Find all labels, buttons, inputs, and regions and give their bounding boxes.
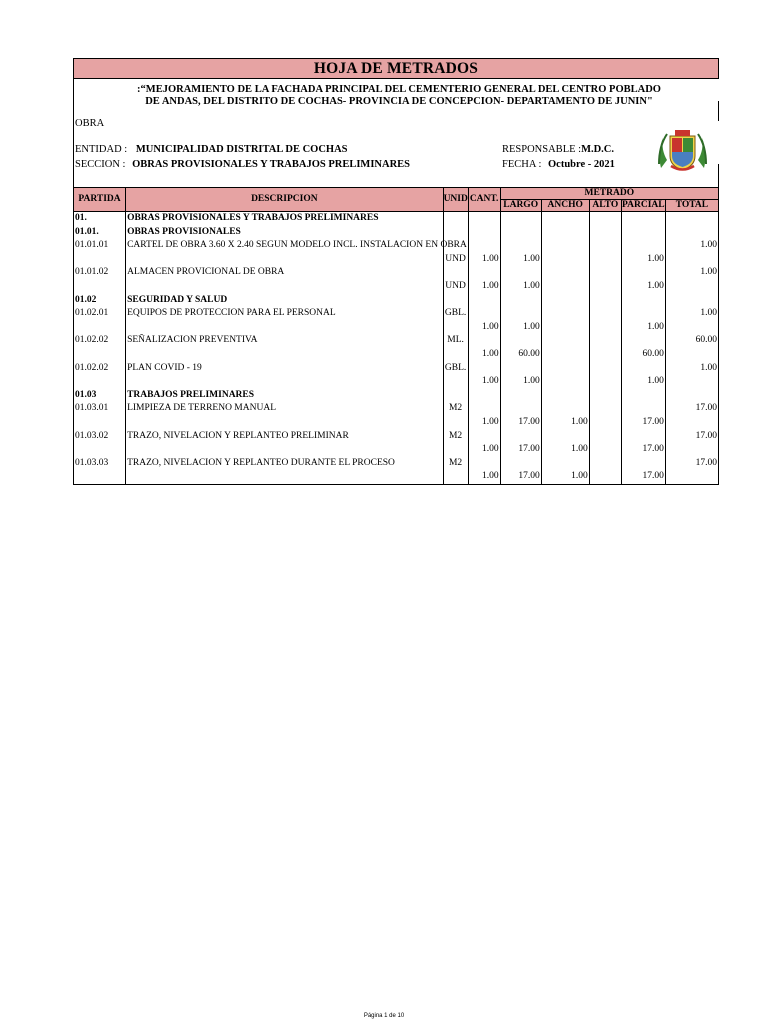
cell-total: 1.00 xyxy=(665,307,718,321)
cell-alto xyxy=(589,226,621,240)
cell-largo xyxy=(500,430,541,444)
table-body xyxy=(74,212,719,485)
cell-ancho xyxy=(541,389,589,403)
cell-total xyxy=(665,443,718,457)
table-row xyxy=(74,402,719,416)
seccion-line xyxy=(75,159,410,170)
cell-largo xyxy=(500,239,541,253)
col-header-ancho: ANCHO xyxy=(541,200,589,212)
col-header-cant: CANT. xyxy=(468,188,500,212)
cell-largo: 17.00 xyxy=(500,443,541,457)
cell-partida xyxy=(74,375,126,389)
cell-cant xyxy=(468,307,500,321)
cell-desc: CARTEL DE OBRA 3.60 X 2.40 SEGUN MODELO INCL. INSTALACION EN OBRA xyxy=(126,239,443,253)
cell-parcial: 1.00 xyxy=(621,375,665,389)
cell-alto xyxy=(589,430,621,444)
cell-alto xyxy=(589,416,621,430)
table-row xyxy=(74,294,719,308)
cell-cant: 1.00 xyxy=(468,375,500,389)
table-row xyxy=(74,430,719,444)
cell-partida: 01.01.02 xyxy=(74,266,126,280)
table-row xyxy=(74,280,719,294)
cell-parcial: 1.00 xyxy=(621,321,665,335)
cell-und: UND xyxy=(443,253,468,267)
cell-desc: TRAZO, NIVELACION Y REPLANTEO PRELIMINAR xyxy=(126,430,443,444)
col-header-partida: PARTIDA xyxy=(74,188,126,212)
cell-parcial: 1.00 xyxy=(621,253,665,267)
seccion-label: SECCION : xyxy=(75,159,126,170)
cell-largo xyxy=(500,212,541,226)
cell-total xyxy=(665,348,718,362)
cell-largo xyxy=(500,457,541,471)
header-right-border-lower xyxy=(718,164,719,187)
cell-parcial: 17.00 xyxy=(621,443,665,457)
cell-desc: PLAN COVID - 19 xyxy=(126,362,443,376)
cell-total xyxy=(665,416,718,430)
cell-cant xyxy=(468,266,500,280)
cell-total: 1.00 xyxy=(665,266,718,280)
cell-ancho: 1.00 xyxy=(541,443,589,457)
cell-partida: 01.03.03 xyxy=(74,457,126,471)
cell-ancho xyxy=(541,362,589,376)
cell-und: UND xyxy=(443,280,468,294)
cell-total: 17.00 xyxy=(665,430,718,444)
cell-total: 17.00 xyxy=(665,402,718,416)
cell-cant xyxy=(468,362,500,376)
cell-largo xyxy=(500,294,541,308)
cell-und xyxy=(443,416,468,430)
fecha-label: FECHA : xyxy=(502,159,542,170)
cell-total: 1.00 xyxy=(665,239,718,253)
cell-total xyxy=(665,253,718,267)
cell-cant xyxy=(468,212,500,226)
cell-total: 17.00 xyxy=(665,457,718,471)
cell-ancho xyxy=(541,348,589,362)
cell-partida: 01. xyxy=(74,212,126,226)
cell-cant xyxy=(468,402,500,416)
cell-ancho xyxy=(541,239,589,253)
cell-partida: 01.01. xyxy=(74,226,126,240)
cell-alto xyxy=(589,280,621,294)
cell-desc: ALMACEN PROVICIONAL DE OBRA xyxy=(126,266,443,280)
cell-cant: 1.00 xyxy=(468,416,500,430)
cell-ancho xyxy=(541,430,589,444)
cell-und: M2 xyxy=(443,402,468,416)
cell-ancho xyxy=(541,321,589,335)
sheet-title: HOJA DE METRADOS xyxy=(73,58,719,79)
col-header-total: TOTAL xyxy=(665,200,718,212)
table-row xyxy=(74,307,719,321)
cell-cant xyxy=(468,294,500,308)
col-header-largo: LARGO xyxy=(500,200,541,212)
cell-cant xyxy=(468,457,500,471)
cell-parcial xyxy=(621,294,665,308)
page-footer: Página 1 de 10 xyxy=(363,1013,405,1019)
cell-ancho xyxy=(541,294,589,308)
responsable-line xyxy=(502,144,614,155)
cell-largo: 17.00 xyxy=(500,470,541,484)
cell-alto xyxy=(589,307,621,321)
cell-ancho xyxy=(541,212,589,226)
cell-total xyxy=(665,321,718,335)
cell-cant xyxy=(468,226,500,240)
cell-und xyxy=(443,321,468,335)
entidad-label: ENTIDAD : xyxy=(75,144,128,155)
cell-partida: 01.01.01 xyxy=(74,239,126,253)
cell-cant xyxy=(468,239,500,253)
cell-partida: 01.02 xyxy=(74,294,126,308)
cell-ancho xyxy=(541,266,589,280)
cell-total xyxy=(665,212,718,226)
cell-und xyxy=(443,266,468,280)
municipal-crest-icon xyxy=(655,124,710,174)
cell-alto xyxy=(589,389,621,403)
cell-partida xyxy=(74,443,126,457)
cell-und xyxy=(443,226,468,240)
table-row xyxy=(74,375,719,389)
cell-alto xyxy=(589,443,621,457)
cell-desc xyxy=(126,280,443,294)
cell-ancho xyxy=(541,226,589,240)
cell-alto xyxy=(589,457,621,471)
cell-partida xyxy=(74,348,126,362)
cell-total xyxy=(665,226,718,240)
cell-ancho xyxy=(541,402,589,416)
cell-desc xyxy=(126,375,443,389)
seccion-value: OBRAS PROVISIONALES Y TRABAJOS PRELIMINARES xyxy=(132,159,411,170)
obra-text: :“MEJORAMIENTO DE LA FACHADA PRINCIPAL DEL CEMENTERIO GENERAL DEL CENTRO POBLADO DE ANDAS, DEL DISTRITO DE COCHAS- PROVINCIA DE CONCEPCION- DEPARTAMENTO DE JUNIN" xyxy=(137,84,661,107)
cell-ancho xyxy=(541,457,589,471)
responsable-label: RESPONSABLE : xyxy=(502,144,582,155)
cell-desc xyxy=(126,470,443,484)
fecha-line xyxy=(502,159,615,170)
cell-cant: 1.00 xyxy=(468,348,500,362)
responsable-value: M.D.C. xyxy=(581,144,615,155)
table-row xyxy=(74,212,719,226)
obra-label: OBRA xyxy=(75,118,105,129)
cell-partida: 01.03.02 xyxy=(74,430,126,444)
cell-parcial: 1.00 xyxy=(621,280,665,294)
cell-largo: 60.00 xyxy=(500,348,541,362)
cell-cant: 1.00 xyxy=(468,443,500,457)
cell-desc: OBRAS PROVISIONALES xyxy=(126,226,443,240)
cell-partida xyxy=(74,321,126,335)
cell-total xyxy=(665,470,718,484)
cell-und: M2 xyxy=(443,430,468,444)
cell-parcial: 17.00 xyxy=(621,416,665,430)
cell-und: M2 xyxy=(443,457,468,471)
cell-desc: SEÑALIZACION PREVENTIVA xyxy=(126,334,443,348)
cell-cant: 1.00 xyxy=(468,470,500,484)
col-header-metrado: METRADO xyxy=(500,188,718,200)
cell-partida xyxy=(74,416,126,430)
cell-largo: 1.00 xyxy=(500,321,541,335)
cell-cant xyxy=(468,389,500,403)
cell-partida xyxy=(74,253,126,267)
cell-desc: LIMPIEZA DE TERRENO MANUAL xyxy=(126,402,443,416)
cell-parcial xyxy=(621,334,665,348)
metrado-sheet xyxy=(73,58,719,485)
cell-parcial xyxy=(621,307,665,321)
cell-alto xyxy=(589,375,621,389)
cell-parcial xyxy=(621,457,665,471)
cell-largo xyxy=(500,402,541,416)
cell-und xyxy=(443,389,468,403)
table-row xyxy=(74,266,719,280)
cell-desc xyxy=(126,253,443,267)
cell-partida: 01.02.01 xyxy=(74,307,126,321)
cell-ancho xyxy=(541,334,589,348)
cell-cant xyxy=(468,430,500,444)
cell-total xyxy=(665,389,718,403)
table-row xyxy=(74,348,719,362)
cell-total xyxy=(665,294,718,308)
cell-cant: 1.00 xyxy=(468,321,500,335)
cell-partida xyxy=(74,280,126,294)
cell-ancho: 1.00 xyxy=(541,470,589,484)
cell-alto xyxy=(589,402,621,416)
cell-largo xyxy=(500,226,541,240)
cell-parcial xyxy=(621,402,665,416)
col-header-descripcion: DESCRIPCION xyxy=(126,188,443,212)
cell-und xyxy=(443,348,468,362)
entidad-line xyxy=(75,144,348,155)
cell-parcial xyxy=(621,239,665,253)
cell-largo xyxy=(500,389,541,403)
cell-cant xyxy=(468,334,500,348)
cell-desc: TRAZO, NIVELACION Y REPLANTEO DURANTE EL PROCESO xyxy=(126,457,443,471)
cell-ancho xyxy=(541,253,589,267)
table-row xyxy=(74,470,719,484)
table-row xyxy=(74,239,719,253)
metrado-table xyxy=(73,187,719,485)
cell-parcial xyxy=(621,266,665,280)
cell-und: GBL. xyxy=(443,362,468,376)
cell-parcial xyxy=(621,389,665,403)
table-row xyxy=(74,389,719,403)
cell-ancho xyxy=(541,375,589,389)
cell-largo xyxy=(500,334,541,348)
cell-total: 1.00 xyxy=(665,362,718,376)
cell-parcial xyxy=(621,430,665,444)
table-row xyxy=(74,443,719,457)
cell-parcial: 17.00 xyxy=(621,470,665,484)
cell-largo xyxy=(500,362,541,376)
cell-cant: 1.00 xyxy=(468,280,500,294)
table-row xyxy=(74,226,719,240)
cell-desc: EQUIPOS DE PROTECCION PARA EL PERSONAL xyxy=(126,307,443,321)
cell-cant: 1.00 xyxy=(468,253,500,267)
entidad-value: MUNICIPALIDAD DISTRITAL DE COCHAS xyxy=(135,144,348,155)
cell-alto xyxy=(589,239,621,253)
cell-alto xyxy=(589,362,621,376)
col-header-parcial: PARCIAL xyxy=(622,200,665,210)
cell-partida: 01.03 xyxy=(74,389,126,403)
cell-ancho xyxy=(541,307,589,321)
col-header-unid: UNID xyxy=(443,188,468,212)
cell-alto xyxy=(589,212,621,226)
cell-largo: 1.00 xyxy=(500,375,541,389)
cell-parcial xyxy=(621,212,665,226)
col-header-alto: ALTO xyxy=(589,200,621,212)
cell-parcial xyxy=(621,362,665,376)
cell-desc: OBRAS PROVISIONALES Y TRABAJOS PRELIMINARES xyxy=(126,212,443,226)
cell-und xyxy=(443,470,468,484)
cell-und xyxy=(443,443,468,457)
cell-alto xyxy=(589,470,621,484)
cell-desc: TRABAJOS PRELIMINARES xyxy=(126,389,443,403)
cell-und xyxy=(443,212,468,226)
cell-largo: 1.00 xyxy=(500,280,541,294)
table-row xyxy=(74,362,719,376)
table-row xyxy=(74,457,719,471)
cell-und: GBL. xyxy=(443,307,468,321)
table-row xyxy=(74,321,719,335)
cell-und: ML. xyxy=(443,334,468,348)
cell-total xyxy=(665,280,718,294)
cell-und xyxy=(443,294,468,308)
cell-parcial: 60.00 xyxy=(621,348,665,362)
cell-partida: 01.02.02 xyxy=(74,334,126,348)
cell-partida: 01.03.01 xyxy=(74,402,126,416)
cell-largo: 1.00 xyxy=(500,253,541,267)
cell-ancho xyxy=(541,280,589,294)
table-row xyxy=(74,253,719,267)
cell-largo xyxy=(500,307,541,321)
cell-und xyxy=(443,375,468,389)
cell-alto xyxy=(589,294,621,308)
cell-partida: 01.02.02 xyxy=(74,362,126,376)
cell-desc xyxy=(126,348,443,362)
cell-alto xyxy=(589,334,621,348)
cell-largo: 17.00 xyxy=(500,416,541,430)
cell-total xyxy=(665,375,718,389)
project-header xyxy=(73,79,719,187)
cell-desc: SEGURIDAD Y SALUD xyxy=(126,294,443,308)
cell-desc xyxy=(126,443,443,457)
header-right-border xyxy=(718,101,719,121)
cell-alto xyxy=(589,348,621,362)
cell-total: 60.00 xyxy=(665,334,718,348)
cell-parcial xyxy=(621,226,665,240)
cell-largo xyxy=(500,266,541,280)
cell-alto xyxy=(589,253,621,267)
table-row xyxy=(74,334,719,348)
cell-desc xyxy=(126,321,443,335)
cell-ancho: 1.00 xyxy=(541,416,589,430)
cell-desc xyxy=(126,416,443,430)
cell-partida xyxy=(74,470,126,484)
table-row xyxy=(74,416,719,430)
cell-alto xyxy=(589,266,621,280)
fecha-value: Octubre - 2021 xyxy=(548,159,615,170)
cell-alto xyxy=(589,321,621,335)
